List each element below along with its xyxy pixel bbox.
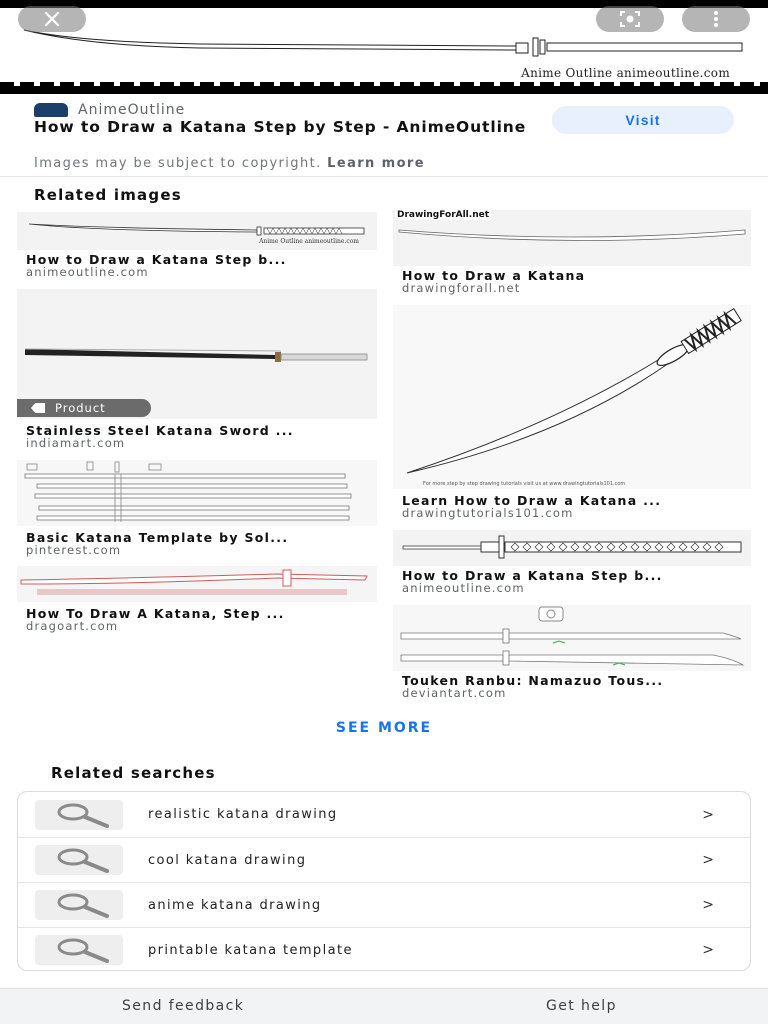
thumbnail-site-label: DrawingForAll.net <box>397 210 490 220</box>
copyright-notice <box>34 156 425 171</box>
related-searches-title: Related searches <box>51 764 216 782</box>
tag-icon <box>31 403 45 413</box>
related-image-caption: Stainless Steel Katana Sword ... <box>26 423 294 438</box>
lens-icon <box>619 10 641 28</box>
product-badge-label: Product <box>55 401 106 415</box>
related-image-card[interactable] <box>17 566 377 636</box>
related-image-thumbnail <box>393 305 751 489</box>
related-image-caption: How to Draw a Katana Step b... <box>402 568 663 583</box>
search-thumbnail <box>35 890 123 920</box>
related-image-card[interactable] <box>17 460 377 560</box>
related-image-card[interactable] <box>17 289 377 449</box>
close-icon <box>43 10 61 28</box>
related-image-thumbnail <box>17 289 377 419</box>
related-image-caption: Learn How to Draw a Katana ... <box>402 493 662 508</box>
search-thumbnail <box>35 800 123 830</box>
preview-watermark-text: Anime Outline animeoutline.com <box>521 66 730 80</box>
related-image-domain: pinterest.com <box>26 543 122 557</box>
chevron-right-icon: > <box>702 806 714 823</box>
see-more-button[interactable]: SEE MORE <box>335 720 433 736</box>
related-search-text: anime katana drawing <box>148 897 322 913</box>
related-image-domain: drawingtutorials101.com <box>402 506 574 520</box>
preview-watermark <box>521 66 730 80</box>
related-search-text: printable katana template <box>148 942 353 958</box>
footer <box>0 988 768 1024</box>
get-help-link[interactable]: Get help <box>546 998 617 1014</box>
related-images-title: Related images <box>34 186 182 204</box>
related-search-item[interactable] <box>18 927 750 971</box>
related-image-thumbnail <box>393 210 751 266</box>
related-image-thumbnail <box>17 212 377 250</box>
related-image-card[interactable] <box>17 212 377 279</box>
related-search-text: realistic katana drawing <box>148 807 338 822</box>
image-title[interactable]: How to Draw a Katana Step by Step - AnimeOutline <box>34 118 527 136</box>
related-image-domain: dragoart.com <box>26 619 119 633</box>
related-image-caption: How To Draw A Katana, Step ... <box>26 606 285 621</box>
related-image-thumbnail <box>393 530 751 566</box>
related-image-card[interactable] <box>393 210 751 294</box>
related-image-card[interactable] <box>393 605 751 700</box>
more-vertical-icon <box>713 10 719 28</box>
search-icon <box>47 802 111 828</box>
copyright-text: Images may be subject to copyright. <box>34 156 322 171</box>
divider <box>0 176 768 177</box>
chevron-right-icon: > <box>702 897 714 913</box>
related-search-text: cool katana drawing <box>148 852 307 868</box>
search-icon <box>47 847 111 873</box>
related-image-thumbnail <box>17 460 377 526</box>
search-icon <box>47 937 111 963</box>
related-image-thumbnail <box>393 605 751 671</box>
product-badge <box>17 399 151 417</box>
preview-bottom-border <box>0 86 768 94</box>
related-image-thumbnail <box>17 566 377 602</box>
svg-text:For more step by step drawing: For more step by step drawing tutorials visit us at www.drawingtutorials101.com <box>423 481 626 487</box>
image-preview[interactable] <box>0 0 768 94</box>
source-site[interactable] <box>34 102 185 118</box>
related-image-caption: Touken Ranbu: Namazuo Tous... <box>402 673 664 688</box>
more-options-button[interactable] <box>682 6 750 32</box>
related-image-caption: How to Draw a Katana Step b... <box>26 252 287 267</box>
related-searches-list <box>17 791 751 971</box>
chevron-right-icon: > <box>702 942 714 958</box>
related-search-item[interactable] <box>18 882 750 927</box>
chevron-right-icon: > <box>702 852 714 868</box>
send-feedback-link[interactable]: Send feedback <box>122 998 245 1014</box>
close-button[interactable] <box>18 6 86 32</box>
search-icon <box>47 892 111 918</box>
related-image-card[interactable] <box>393 305 751 520</box>
related-image-caption: How to Draw a Katana <box>402 268 586 283</box>
related-image-caption: Basic Katana Template by Sol... <box>26 530 289 545</box>
site-name: AnimeOutline <box>78 102 186 118</box>
related-image-domain: deviantart.com <box>402 686 507 700</box>
related-image-domain: animeoutline.com <box>402 581 525 595</box>
related-image-domain: indiamart.com <box>26 436 126 450</box>
learn-more-link[interactable]: Learn more <box>327 156 425 171</box>
visit-button[interactable]: Visit <box>552 106 734 134</box>
site-logo-icon <box>34 103 68 117</box>
related-image-card[interactable] <box>393 530 751 598</box>
related-image-domain: drawingforall.net <box>402 281 521 295</box>
lens-search-button[interactable] <box>596 6 664 32</box>
thumbnail-watermark: Anime Outline animeoutline.com <box>259 238 359 245</box>
related-search-item[interactable] <box>18 792 750 837</box>
search-thumbnail <box>35 845 123 875</box>
related-search-item[interactable] <box>18 837 750 882</box>
related-image-domain: animeoutline.com <box>26 265 149 279</box>
search-thumbnail <box>35 935 123 965</box>
